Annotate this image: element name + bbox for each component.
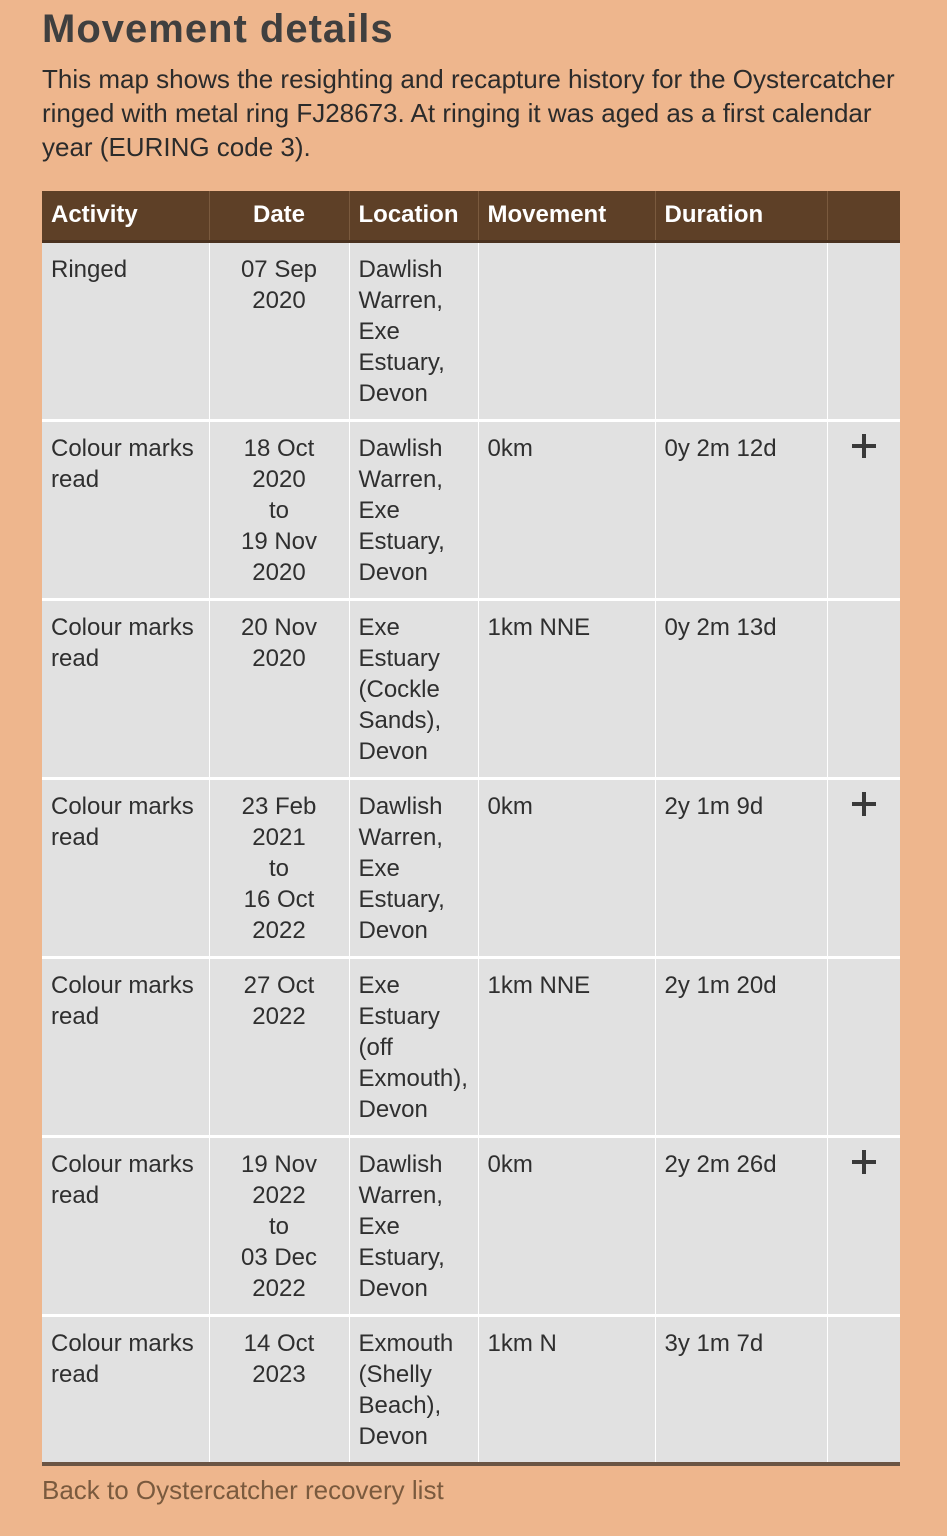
cell-activity: Ringed [42,241,209,420]
date-line: 2022 [252,1274,306,1302]
cell-location: Exmouth (Shelly Beach), Devon [349,1315,478,1464]
date-line: 2020 [252,286,306,314]
table-row [42,599,900,778]
page-title: Movement details [42,7,394,51]
cell-activity: Colour marks read [42,1136,209,1315]
cell-movement [478,241,655,420]
date-line: 07 Sep [240,255,318,283]
date-line: 2020 [252,644,306,672]
date-separator: to [268,854,289,882]
cell-activity: Colour marks read [42,1315,209,1464]
cell-expand [827,241,900,420]
cell-date [209,420,349,599]
movement-table-container [42,191,900,1466]
cell-duration: 2y 1m 9d [655,778,827,957]
table-row [42,778,900,957]
cell-location: Dawlish Warren, Exe Estuary, Devon [349,1136,478,1315]
cell-movement: 0km [478,420,655,599]
date-line: 2023 [252,1360,306,1388]
date-separator: to [268,1212,289,1240]
date-line: 18 Oct [243,434,315,462]
movement-table [42,191,900,1466]
cell-expand [827,1136,900,1315]
cell-duration: 3y 1m 7d [655,1315,827,1464]
cell-expand [827,778,900,957]
cell-expand [827,957,900,1136]
cell-duration: 2y 2m 26d [655,1136,827,1315]
plus-icon[interactable] [852,434,876,458]
date-separator: to [268,496,289,524]
intro-text: This map shows the resighting and recapture history for the Oystercatcher ringed with metal ring FJ28673. At ringing it was aged as a first calendar year (EURING code 3). [42,64,895,162]
table-row [42,1315,900,1464]
date-line: 2022 [252,916,306,944]
cell-location: Exe Estuary (Cockle Sands), Devon [349,599,478,778]
cell-expand [827,1315,900,1464]
date-line: 2020 [252,465,306,493]
date-line: 20 Nov [240,613,318,641]
date-line: 2021 [252,823,306,851]
header-location: Location [349,191,478,241]
table-row [42,420,900,599]
cell-duration: 0y 2m 13d [655,599,827,778]
cell-movement: 0km [478,778,655,957]
header-activity: Activity [42,191,209,241]
cell-movement: 1km NNE [478,957,655,1136]
date-line: 14 Oct [243,1329,315,1357]
cell-duration: 2y 1m 20d [655,957,827,1136]
date-line: 27 Oct [243,971,315,999]
cell-date [209,778,349,957]
date-line: 03 Dec [240,1243,318,1271]
cell-date [209,599,349,778]
date-line: 2020 [252,558,306,586]
date-line: 2022 [252,1181,306,1209]
cell-location: Dawlish Warren, Exe Estuary, Devon [349,420,478,599]
cell-date [209,1315,349,1464]
cell-activity: Colour marks read [42,778,209,957]
header-duration: Duration [655,191,827,241]
cell-date [209,241,349,420]
cell-location: Dawlish Warren, Exe Estuary, Devon [349,778,478,957]
cell-expand [827,420,900,599]
table-row [42,1136,900,1315]
cell-expand [827,599,900,778]
plus-icon[interactable] [852,1150,876,1174]
header-date: Date [209,191,349,241]
back-to-recovery-list-link[interactable]: Back to Oystercatcher recovery list [42,1475,444,1505]
cell-activity: Colour marks read [42,599,209,778]
cell-location: Dawlish Warren, Exe Estuary, Devon [349,241,478,420]
cell-movement: 0km [478,1136,655,1315]
cell-location: Exe Estuary (off Exmouth), Devon [349,957,478,1136]
date-line: 23 Feb [241,792,317,820]
header-movement: Movement [478,191,655,241]
cell-activity: Colour marks read [42,420,209,599]
table-header-row [42,191,900,241]
cell-movement: 1km NNE [478,599,655,778]
plus-icon[interactable] [852,792,876,816]
table-row [42,957,900,1136]
date-line: 2022 [252,1002,306,1030]
header-expand [827,191,900,241]
cell-date [209,957,349,1136]
date-line: 19 Nov [240,1150,318,1178]
cell-activity: Colour marks read [42,957,209,1136]
cell-date [209,1136,349,1315]
cell-duration: 0y 2m 12d [655,420,827,599]
date-line: 16 Oct [243,885,315,913]
cell-duration [655,241,827,420]
table-row [42,241,900,420]
date-line: 19 Nov [240,527,318,555]
cell-movement: 1km N [478,1315,655,1464]
